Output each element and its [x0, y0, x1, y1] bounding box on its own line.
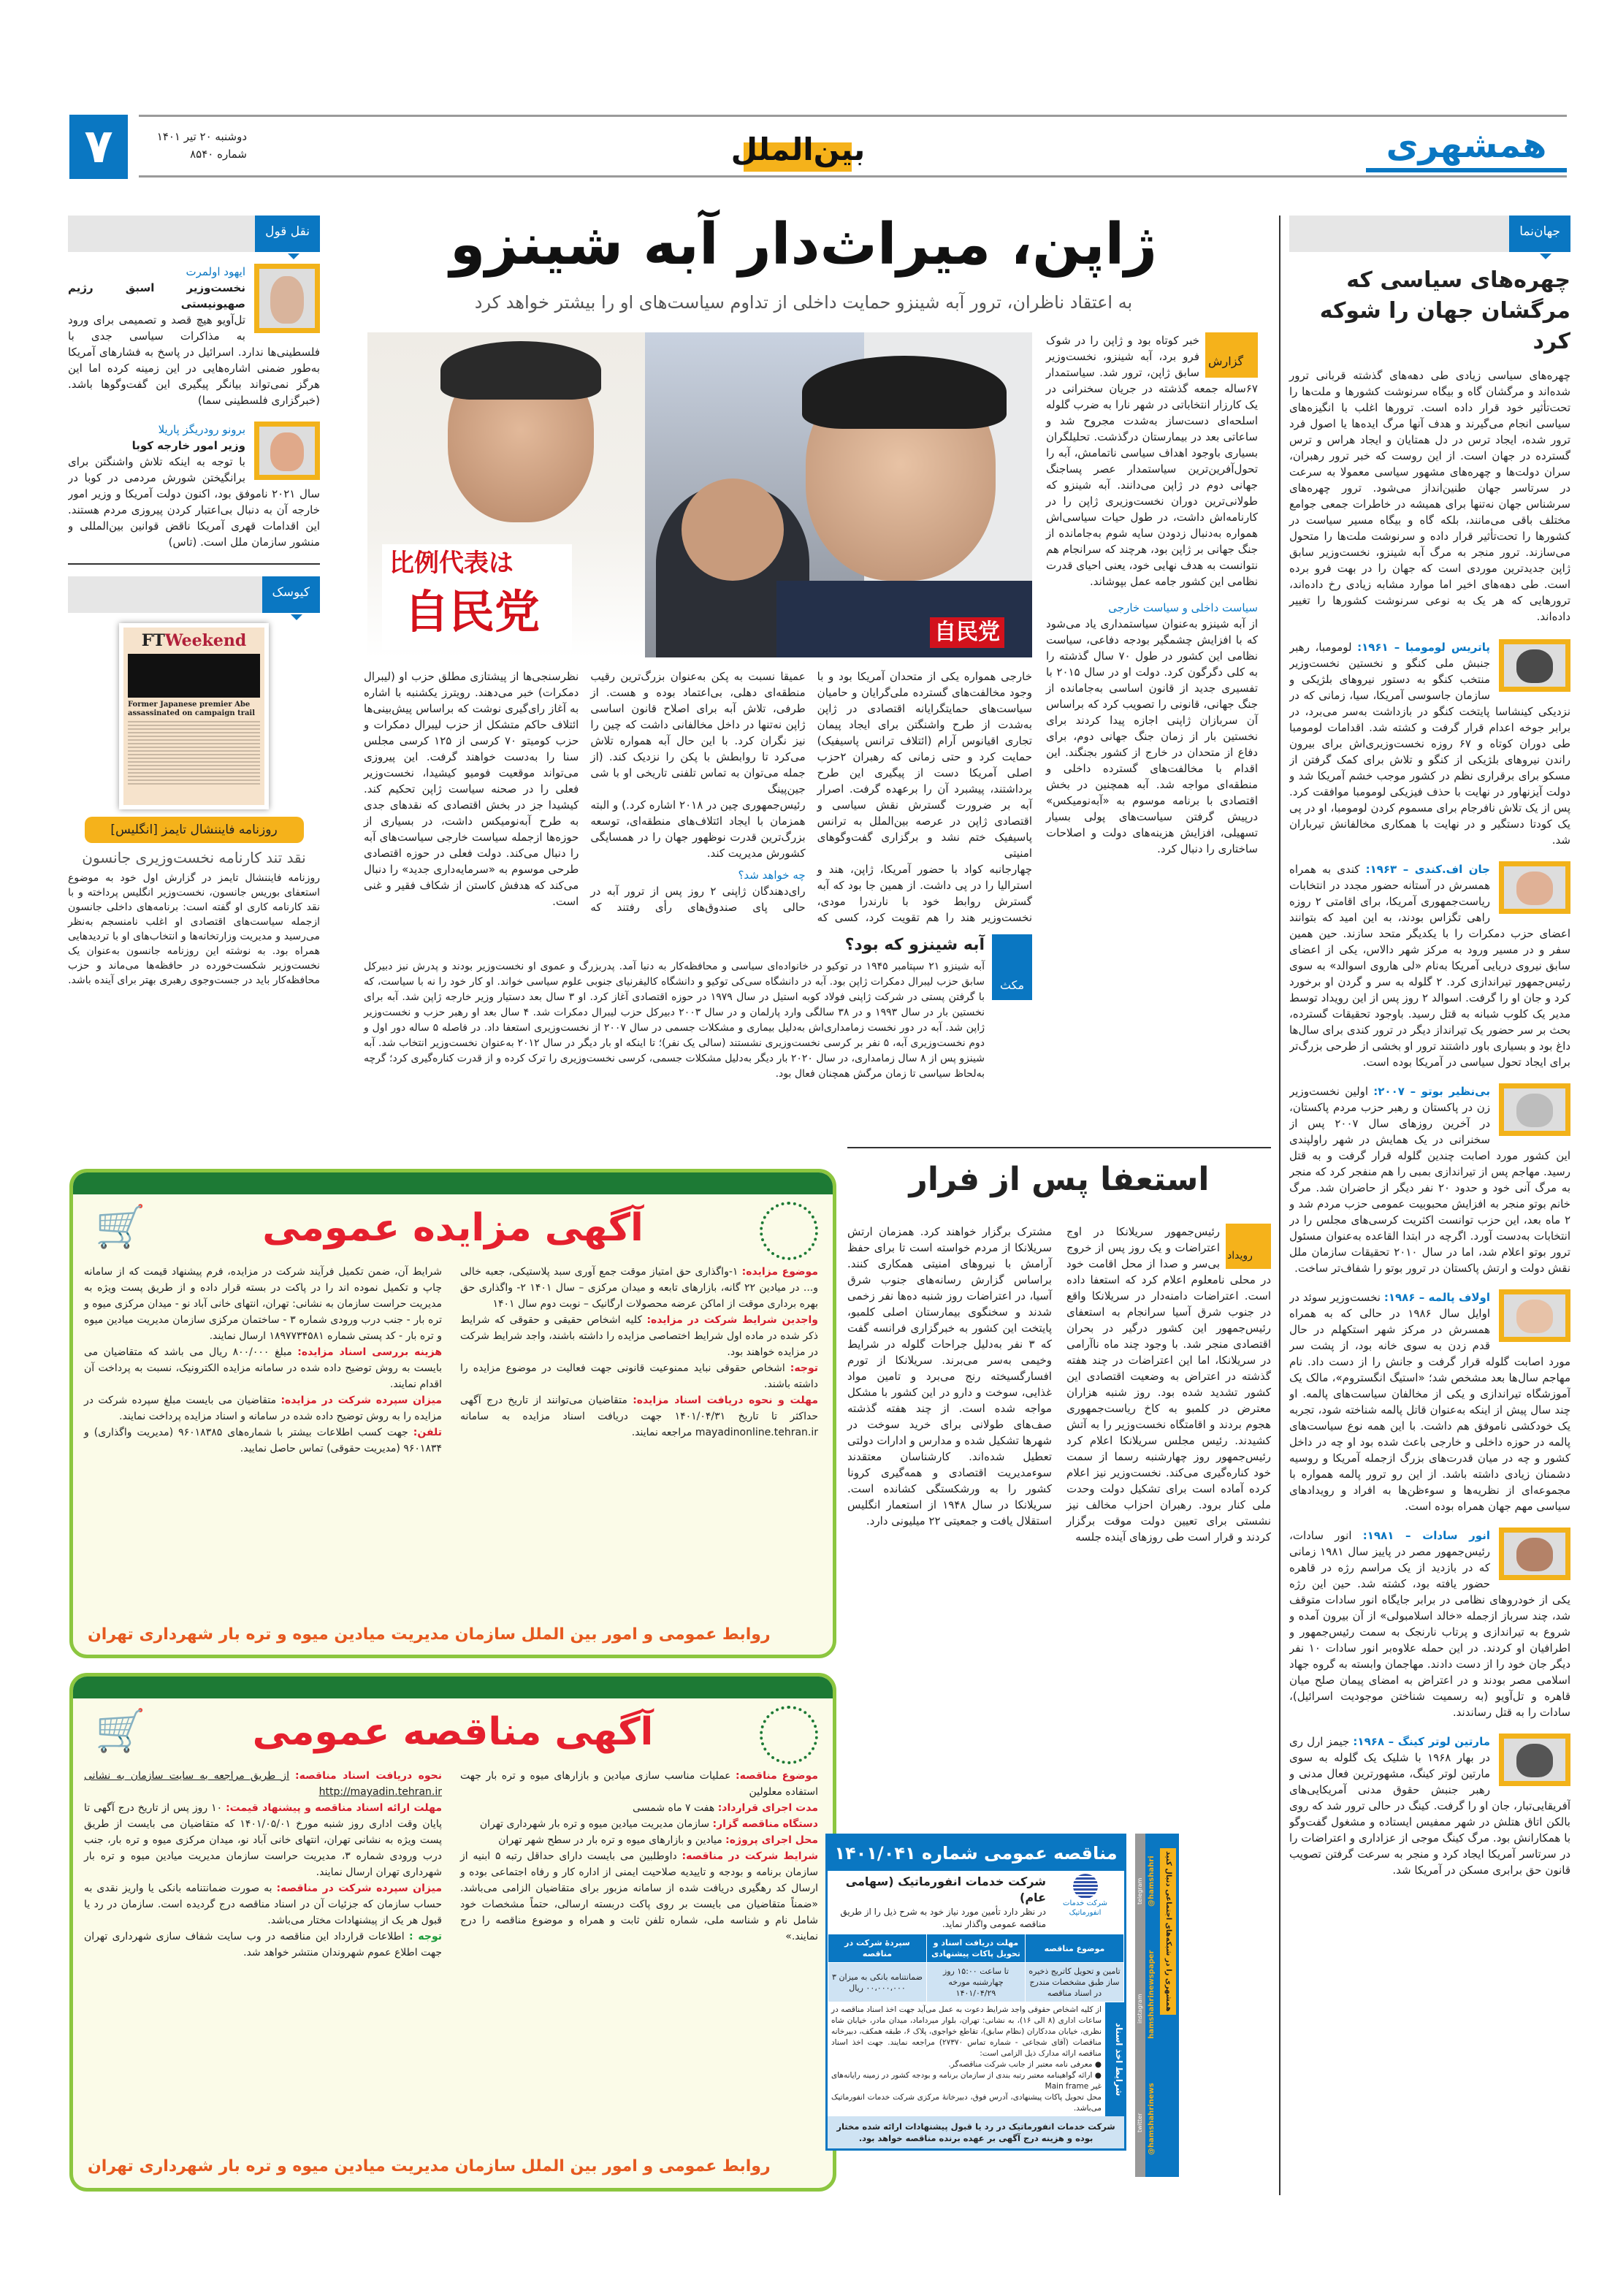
auction-right-col: [460, 1264, 818, 1441]
lumumba-photo: [1499, 639, 1570, 692]
person-king: [1289, 1734, 1570, 1878]
field-label: دستگاه مناقصه گزار:: [712, 1818, 818, 1830]
king-photo: [1499, 1734, 1570, 1786]
field-label: میزان سپرده شرکت در مزایده:: [280, 1395, 442, 1406]
tender-table: [828, 1934, 1124, 2002]
policy-text: از آبه شینزو به‌عنوان سیاستمداری یاد می‌شود که با افزایش چشمگیر بودجه دفاعی، سیاست نظامی این کشور در طول ۷۰ سال گذشته را به کلی دگرگون کرد. دولت او در سال ۲۰۱۵ با تفسیری جدید از قانون اساسی به‌جامانده از جنگ جهانی، قانونی را تصویب کرد که براساس آن سربازان ژاپنی اجازه پیدا کردند برای نخستین بار از زمان جنگ جهانی دوم، برای دفاع از متحدان در خارج از کشور بجنگند. این اقدام با مخالفت‌های گسترده داخلی و منطقه‌ای مواجه شد. آبه همچنین در بخش اقتصادی با برنامه موسوم به «آبه‌نومیکس» درپیش گرفتن سیاست‌های پولی بسیار تسهیلی، افزایش هزینه‌های دولت و اصلاحات ساختاری را دنبال کرد.: [1046, 617, 1259, 855]
field-text: شرایط آن، ضمن تکمیل فرآیند شرکت در مزایده، فرم پیشنهاد قیمت که از سامانه چاپ و تکمیل نموده اند را در پاکت در بسته قرار داده و از طریق پست ویژه به مدیریت حراست سازمان به نشانی: تهران، انتهای خانی آباد نو - میدان مرکزی میوه و تره بار - جنب درب ورودی شماره ۳ - ساختمان مرکزی سازمان مدیریت میادین میوه و تره بار - کد پستی شماره ۱۸۹۷۷۳۴۵۸۱ ارسال نمایند.: [84, 1266, 443, 1342]
field-label: موضوع مناقصه:: [736, 1770, 818, 1782]
poster-text-red: 比例代表は: [389, 549, 514, 578]
table-cell: ضمانتنامه بانکی به میزان ۳۰۰،۰۰۰،۰۰۰ ریال: [828, 1963, 927, 2002]
issue-info: [137, 128, 247, 163]
left-column: [68, 216, 320, 988]
quotes-header: [68, 216, 320, 252]
bullet-text: ارائه گواهینامه معتبر رتبه بندی از سازمان برنامه و بودجه کشور در زمینه رایانه‌های غیر Main frame: [831, 2071, 1102, 2091]
subhead-policy: سیاست داخلی و سیاست خارجی: [1108, 601, 1258, 614]
divider: [68, 563, 320, 565]
who-was-abe-box: [364, 934, 1032, 1082]
field-label: محل اجرای پروژه:: [725, 1834, 818, 1846]
article-column-c-text: رئیس‌جمهوری چین در ۲۰۱۸ اشاره کرد.) و البته همزمان با ایجاد ائتلاف‌های منطقه‌ای، توسعه بزرگ‌ترین قدرت نوظهور جهان را در همسایگی کشورش مدیریت کند.: [590, 798, 806, 860]
srilanka-col-right: [1066, 1224, 1271, 1545]
social-labels: [1136, 1834, 1145, 2177]
municipality-logo: [760, 1706, 818, 1764]
srilanka-text-left: مشترک برگزار خواهند کرد. همزمان ارتش سریلانکا از مردم خواسته است تا برای حفظ آرامش با نیروهای امنیتی همکاری کنند. براساس گزارش رسانه‌های جنوب شرق آسیا، در اعتراضات روز شنبه ده‌ها نفر زخمی شدند و سخنگوی بیمارستان اصلی کلمبو، پایتخت این کشور به خبرگزاری فرانسه گفت که ۳ نفر به‌دلیل جراحات گلوله در شرایط وخیمی به‌سر می‌برند. سریلانکا از تورم افسارگسیخته رنج می‌برد و تامین مواد غذایی، سوخت و دارو در این کشور با مشکل مواجه شده است. از چند هفته گذشته صف‌های طولانی برای خرید سوخت در شهرها تشکیل شده و مدارس و ادارات دولتی تعطیل شده‌اند. کارشناسان معتقدند سوءمدیریت اقتصادی و همه‌گیری کرونا کشور را به ورشکستگی کشانده است. سریلانکا در سال ۱۹۴۸ از استعمار انگلیس استقلال یافت و جمعیتی ۲۲ میلیونی دارد.: [847, 1225, 1052, 1528]
field-text: اطلاعات قرارداد این مناقصه در وب سایت شفاف سازی شهرداری تهران جهت اطلاع عموم شهروندان منتشر خواهد شد.: [84, 1931, 442, 1959]
field-label: تلفن:: [413, 1427, 443, 1438]
field-text: هفت ۷ ماه شمسی: [633, 1802, 715, 1814]
person-name: بی‌نظیر بوتو – ۲۰۰۷:: [1373, 1085, 1490, 1098]
header-rule-bottom: [139, 175, 1567, 178]
field-label: مهلت ارائه اسناد مناقصه و پیشنهاد قیمت:: [226, 1802, 442, 1814]
report-tag: گزارش: [1205, 332, 1258, 378]
field-label: واجدین شرایط شرکت در مزایده:: [646, 1314, 818, 1326]
bullet-item: ● ارائه گواهینامه معتبر رتبه بندی از سازمان برنامه و بودجه کشور در زمینه رایانه‌های غیر Main frame: [831, 2071, 1102, 2091]
divider: [847, 1147, 1271, 1148]
person-sadat: [1289, 1528, 1570, 1720]
ft-masthead-weekend: Weekend: [164, 631, 247, 650]
report-column: [1046, 332, 1258, 857]
tender-right-col: [460, 1768, 818, 1945]
telegram-handle[interactable]: @hamshahri: [1148, 1856, 1156, 1907]
subhead-future: چه خواهد شد؟: [738, 869, 806, 882]
column-divider: [1279, 216, 1280, 2195]
person-kennedy: [1289, 861, 1570, 1070]
newspaper-logo[interactable]: همشهری: [1366, 124, 1567, 172]
field-text: متقاضیان می‌توانند از تاریخ درج آگهی حداکثر تا تاریخ ۱۴۰۱/۰۴/۳۱ جهت دریافت اسناد مزایده به سامانه mayadinonline.tehran.ir مراجعه نمایند.: [460, 1395, 818, 1438]
bhutto-photo: [1499, 1083, 1570, 1136]
ft-masthead: FT: [141, 631, 165, 650]
person-text: لومومبا، رهبر جنبش ملی کنگو و نخستین نخست‌وزیر منتخب کنگو به دستور نیروهای بلژیکی و سازمان جاسوسی آمریکا، سیا، زمانی که در نزدیکی کینشاسا پایتخت کنگو در بازداشت به‌سر می‌برد، در برابر جوخه اعدام قرار گرفت و کشته شد. اقدامات لومومبا طی دوران کوتاه و ۶۷ روزه نخست‌وزیری‌اش برای بیرون راندن نیروهای بلژیکی از کنگو و تلاش برای کمک گرفتن از مسکو برای برقراری نظم در کشور موجب خشم آمریکا شد و دولت آیزنهاور در نهایت با حذف فیزیکی لومومبا موافقت کرد. پس از یک تلاش نافرجام برای مسموم کردن لومومبا، او در پی یک کودتا دستگیر و در نهایت با همکاری مخالفانش تیرباران شد.: [1289, 641, 1570, 847]
field-text: به صورت ضمانتنامه بانکی یا واریز نقدی به حساب سازمان که جزئیات آن در اسناد مناقصه درج گردیده است. سازمان در رد یا قبول هر یک از پیشنهادات مختار می‌باشد.: [84, 1883, 442, 1926]
palme-photo: [1499, 1289, 1570, 1342]
field-text: ۱-واگذاری حق امتیاز موقت جمع آوری سبد پلاستیکی، جعبه خالی و... در میادین ۲۲ گانه، بازارهای تابعه و میدان مرکزی – سال ۱۴۰۱ ۲- واگذاری حق بهره برداری موقت از اماکن عرضه محصولات ارگانیک – نوبت دوم سال ۱۴۰۱: [460, 1266, 819, 1310]
table-header: سپردهٔ شرکت در مناقصه: [828, 1934, 927, 1963]
field-label: مهلت و نحوه دریافت اسناد مزایده:: [633, 1395, 818, 1406]
kiosk-tag: کیوسک: [262, 576, 320, 613]
bullet-text: معرفی نامه معتبر از جانب شرکت مناقصه‌گر.: [948, 2060, 1093, 2069]
auction-ad: [69, 1169, 836, 1658]
person-text: اولین نخست‌وزیر زن در پاکستان و رهبر حزب مردم پاکستان، در آخرین روزهای سال ۲۰۰۷ پس از سخنرانی در یک همایش در شهر راولپندی این کشور مورد اصابت چندین گلوله قرار گرفت و به قتل رسید. مهاجم پس از تیراندازی بمبی را هم منفجر کرد که منجر به مرگ آنی خود و حدود ۲۰ نفر دیگر از حاضران شد. مرگ خانم بوتو منجر به افزایش محبوبیت عمومی حزب مردم شد و ۲ ماه بعد، این حزب توانست اکثریت کرسی‌های مجلس را در انتخابات به‌دست آورد. اگرچه در ابتدا القاعده به‌عنوان مسئول ترور بوتو اعلام شد، اما در سال ۲۰۱۰ تحقیقات سازمان ملل نقش دولت و ارتش پاکستان در ترور بوتو را شفاف‌تر ساخت.: [1289, 1085, 1570, 1275]
auction-footer: روابط عمومی و امور بین الملل سازمان مدیریت میادین میوه و تره بار شهرداری تهران: [88, 1625, 771, 1644]
right-column: [1289, 216, 1570, 1891]
tender-footer: روابط عمومی و امور بین الملل سازمان مدیریت میادین میوه و تره بار شهرداری تهران: [88, 2157, 771, 2175]
field-text: کلیه اشخاص حقیقی و حقوقی که شرایط ذکر شده در ماده اول شرایط اختصاصی مزایده را داشته باشند، واجد شرایط شرکت در مزایده خواهند بود.: [460, 1314, 818, 1358]
quote-parrilla: [68, 422, 320, 550]
person-lumumba: [1289, 639, 1570, 848]
ft-headline: Former Japanese premier Abe assassinated on campaign trail: [128, 701, 256, 717]
srilanka-text-right: رئیس‌جمهور سریلانکا در اوج اعتراضات و یک روز پس از خروج بی‌سر و صدا از محل اقامت خود در محلی نامعلوم اعلام کرد که استعفا داده است. اعتراضات دامنه‌دار در سریلانکا واقع در جنوب شرق آسیا سرانجام به استعفای رئیس‌جمهور این کشور درگیر در بحران اقتصادی منجر شد. با وجود چند ماه ناآرامی در سریلانکا، اما این اعتراضات در چند هفته گذشته در اعتراض به وضعیت اقتصادی این کشور تشدید شده بود. روز شنبه هزاران معترض در کلمبو به کاخ ریاست‌جمهوری هجوم بردند و اقامتگاه نخست‌وزیر را به آتش کشیدند. رئیس مجلس سریلانکا اعلام کرد رئیس‌جمهور روز چهارشنبه رسما از سمت خود کناره‌گیری می‌کند. نخست‌وزیر نیز اعلام کرده آماده است برای تشکیل دولت وحدت ملی کنار برود. رهبران احزاب مخالف نیز نشستی برای تعیین دولت موقت برگزار کردند و قرار است طی روزهای آینده جلسه: [1066, 1225, 1271, 1544]
telegram-label: telegram: [1137, 1878, 1143, 1905]
table-header: مهلت دریافت اسناد و تحویل پاکات پیشنهادی: [927, 1934, 1026, 1963]
quote-name: ایهود اولمرت: [186, 265, 245, 278]
logo-text: شرکت خدمات انفورماتیک: [1063, 1899, 1107, 1917]
abe-photo: [367, 332, 1032, 657]
municipality-logo: [760, 1202, 818, 1260]
person-text: انور سادات، رئیس‌جمهور مصر در پاییز سال ۱۹۸۱ زمانی که در بازدید از یک مراسم رژه در قاهره حضور یافته بود، کشته شد. حین این رژه یکی از خودروهای نظامی در برابر جایگاه انور سادات متوقف شد، چند سرباز ازجمله «خالد اسلامبولی» از آن بیرون آمده و شروع به تیراندازی و پرتاب نارنجک به سمت رئیس‌جمهور و اطرافیان او کردند. در این حمله علاوه‌بر انور سادات ۱۰ نفر دیگر جان خود را از دست دادند. مهاجمان وابسته به گروه جهاد اسلامی مصر بودند و در اعتراض به امضای پیمان صلح میان قاهره و تل‌آویو (به رسمیت شناختن موجودیت اسرائیل)، سادات را به قتل رساندند.: [1289, 1529, 1570, 1719]
twitter-label: twitter: [1137, 2113, 1143, 2132]
report-lead: خبر کوتاه بود و ژاپن را در شوک فرو برد، آبه شینزو، نخست‌وزیر سابق ژاپن، ترور شد. سیاستمدار ۶۷ساله جمعه گذشته در جریان سخنرانی در یک کارزار انتخاباتی در شهر نارا به ضرب گلوله اسلحه‌ای دست‌ساز به‌شدت مجروح شد و ساعاتی بعد در بیمارستان درگذشت. تحلیلگران بسیاری باوجود اهداف سیاسی ناتمامش، آبه را تحول‌آفرین‌ترین سیاستمدار عصر پساجنگ جهانی دوم در ژاپن می‌دانند. آبه شینزو که طولانی‌ترین دوران نخست‌وزیری ژاپن را در کارنامه‌اش داشت، در طول حیات سیاسی‌اش همواره به‌دنبال زدودن سایه شوم به‌جامانده از جنگ جهانی بر ژاپن بود، هرچند که سرانجام هم نتوانست به هدف نهایی خود، یعنی احیای قدرت نظامی این کشور جامه عمل بپوشاند.: [1046, 334, 1258, 588]
social-strip: [1135, 1834, 1179, 2177]
field-label: مدت اجرای قرارداد:: [717, 1802, 818, 1814]
quote-text: با توجه به اینکه تلاش واشنگتن برای برانگیختن شورش مردمی در کوبا در سال ۲۰۲۱ ناموفق بود، اکنون دولت آمریکا و وزیر امور خارجه آن به دنبال بی‌اعتبار کردن پیروزی مردم هستند. این اقدامات قهری آمریکا ناقض قوانین بین‌المللی و منشور سازمان ملل است. (تاس): [68, 455, 320, 549]
quote-name: برونو رودریگز پاریلا: [158, 423, 245, 436]
kiosk-header: [68, 576, 320, 613]
field-label: شرایط شرکت در مناقصه:: [682, 1850, 818, 1862]
cart-icon: 🛒: [95, 1707, 146, 1755]
field-label: موضوع مزایده:: [741, 1266, 818, 1278]
field-text: جهت کسب اطلاعات بیشتر با شماره‌های ۹۶۰۱۸۳۸۵ (مدیریت واگذاری) و ۹۶۰۱۸۳۴ (مدیریت حقوقی) تماس حاصل نمایید.: [84, 1427, 442, 1454]
bullet-item: ● معرفی نامه معتبر از جانب شرکت مناقصه‌گر.: [948, 2060, 1102, 2069]
field-text: مبلغ ۸۰۰/۰۰۰ ریال می باشد که متقاضیان می بایست به روش توضیح داده شده در سامانه مزایده الکترونیک، نسبت به پرداخت آن اقدام نمایند.: [84, 1346, 442, 1390]
informatics-logo: [1050, 1874, 1120, 1931]
poster-text-red-2: 自民党: [404, 585, 541, 638]
auction-title: آگهی مزایده عمومی: [262, 1206, 644, 1250]
field-label: توجه:: [790, 1362, 819, 1374]
ft-front-page: [119, 623, 269, 809]
article-below-photo: [364, 668, 1032, 1082]
ft-label: روزنامه فایننشال تایمز [انگلیس]: [85, 817, 304, 843]
person-name: مارتین لوتر کینگ – ۱۹۶۸:: [1353, 1735, 1490, 1748]
kennedy-photo: [1499, 861, 1570, 914]
field-text: متقاضیان می بایست مبلغ سپرده شرکت در مزایده را به روش توضیح داده شده در سامانه و اسناد مزایده پرداخت نمایند.: [84, 1395, 442, 1422]
jahannama-tag: جهان‌نما: [1509, 216, 1570, 252]
table-cell: تا ساعت ۱۵:۰۰ روز چهارشنبه مورخه ۱۴۰۱/۰۴/۲۹: [927, 1963, 1026, 2002]
table-cell: تامین و تحویل کاتریج ذخیره ساز طبق مشخصات مندرج در اسناد مناقصه: [1026, 1963, 1124, 2002]
person-name: پاتریس لومومبا – ۱۹۶۱:: [1357, 641, 1490, 654]
page-number: ۷: [69, 115, 128, 179]
box-tag: مکث: [992, 934, 1032, 1000]
informatics-footer: شرکت خدمات انفورماتیک در رد یا قبول پیشنهادات ارائه شده مختار بوده و هزینه درج آگهی بر عهده برنده مناقصه خواهد بود.: [828, 2116, 1124, 2148]
article-column-b: چهارجانبه کواد با حضور آمریکا، ژاپن، هند و استرالیا را در پی داشت. از همین جا بود که آبه گسترش روابط خود با نارندرا مودی، نخست‌وزیر هند را هم تقویت کرد، کسی که عمیقا نسبت به پکن به‌عنوان بزرگ‌ترین رقیب منطقه‌ای دهلی، بی‌اعتماد بوده و هست. از طرفی، تلاش آبه برای اصلاح قانون اساسی ژاپن نه‌تنها در داخل مخالفانی داشت که چین را نیز نگران کرد. با این حال آبه همواره تلاش می‌کرد تا روابطش با پکن را نزدیک کند. (از جمله می‌توان به تماس تلفنی تاریخی او با شی جین‌پینگ: [590, 670, 1032, 924]
person-name: اولاف پالمه – ۱۹۸۶:: [1383, 1291, 1491, 1304]
quotes-tag: نقل قول: [255, 216, 320, 252]
quote-role: وزیر امور خارجه کوبا: [131, 439, 245, 452]
olmert-photo: [254, 264, 320, 333]
twitter-handle[interactable]: @hamshahrinews: [1148, 2083, 1156, 2155]
person-name: جان اف.کندی – ۱۹۶۳:: [1365, 863, 1490, 876]
quote-role: نخست‌وزیر اسبق رژیم صهیونیستی: [68, 281, 245, 310]
informatics-intro: در نظر دارد تأمین مورد نیاز خود به شرح ذیل را از طریق مناقصه عمومی واگذار نماید.: [840, 1907, 1046, 1929]
quote-olmert: [68, 264, 320, 408]
jahannama-intro: چهره‌های سیاسی زیادی طی دهه‌های گذشته قربانی ترور شده‌اند و مرگشان گاه و بیگاه سرنوشت کشورها و ملت‌ها را تحت‌تأثیر خود قرار داده است. ترورها اغلب با انگیزه‌های سیاسی انجام می‌گیرند و هدف آنها مرگ ایده‌ها یا اصول فرد ترور شده، ایجاد ترس در دل همتایان و ایجاد هراس و ترس گسترده در جهان است. از این روست که خبر ترور رهبران، سران دولت‌ها و چهره‌های مشهور سیاسی معمولا به سرعت در سرتاسر جهان طنین‌انداز می‌شود. ترور چهره‌های سرشناس جهان نه‌تنها برای همیشه در خاطرات جمعی جوامع مختلف باقی می‌مانند، بلکه گاه و بیگاه مسیر سیاست در کشورها را تحت‌تأثیر قرار داده و سرنوشت ملت‌ها را متحول می‌سازند. ترور منجر به مرگ آبه شینزو، نخست‌وزیر سابق ژاپن جدیدترین موردی است که جهان را در بهت فرو برده است. طی دهه‌های اخیر اما موارد مشابه زیادی رخ داده‌اند، ترورهایی که هر یک به نوعی سرنوشت کشورها را تغییر داده‌اند.: [1289, 369, 1570, 623]
field-label: هزینه بررسی اسناد مزایده:: [297, 1346, 443, 1358]
field-label: میزان سپرده شرکت در مناقصه:: [276, 1883, 442, 1894]
field-text: میادین و بازارهای میوه و تره بار در سطح شهر تهران: [498, 1834, 722, 1846]
delivery-text: محل تحویل پاکات پیشنهادی، آدرس فوق، دبیرخانهٔ مرکزی شرکت خدمات انفورماتیک می‌باشد.: [831, 2093, 1102, 2113]
globe-icon: [1073, 1874, 1098, 1899]
tender-ad: [69, 1673, 836, 2192]
person-bhutto: [1289, 1083, 1570, 1276]
person-text: نخست‌وزیر سوئد در اوایل سال ۱۹۸۶ در حالی که به همراه همسرش در مرکز شهر استکهلم در حال قدم زدن به سوی خانه بود، از پشت سر مورد اصابت گلوله قرار گرفت و جانش را از دست داد. نام مهاجم سال‌ها بعد مشخص شد؛ «استیگ انگستروم»، مالک یک آموزشگاه تیراندازی و یکی از مخالفان سیاست‌های پالمه. او چند سال پیش از اینکه به‌عنوان قاتل پالمه شناخته شود، تجربه یک خودکشی ناموفق هم داشت. با این همه نوع سیاست‌های پالمه در حوزه داخلی و خارجی باعث شده بود او چه در داخل کشور و چه در میان قدرت‌های بزرگ ازجمله آمریکا و روسیه دشمنان زیادی داشته باشد. از این رو ترور پالمه همواره با مجموعه‌ای از نظریه‌ها و سوءظن‌ها به افراد و رویدادهای سیاسی مهم جهان همراه بوده است.: [1289, 1291, 1570, 1513]
conditions-label: شرایط اخذ اسناد: [1105, 2002, 1124, 2116]
person-name: انور سادات – ۱۹۸۱:: [1362, 1529, 1490, 1542]
main-subtitle: به اعتقاد ناظران، ترور آبه شینزو حمایت داخلی از تداوم سیاست‌های او را بیشتر خواهد کرد: [474, 292, 1133, 313]
table-header: موضوع مناقصه: [1026, 1934, 1124, 1963]
field-text: سازمان مدیریت میادین میوه و تره بار شهرداری تهران: [479, 1818, 710, 1830]
tender-left-col: [84, 1768, 442, 1961]
social-follow: همشهری را در شبکه‌های اجتماعی دنبال کنید: [1160, 1848, 1176, 2015]
article-column-a: خارجی همواره یکی از متحدان آمریکا بود و با وجود مخالفت‌های گسترده ملی‌گرایان و حامیان سیاست‌های حمایتگرایانه اقتصادی در ژاپن به‌شدت از طرح واشنگتن برای ایجاد پیمان تجاری اقیانوس آرام (ائتلاف ترانس پاسیفیک) حمایت کرد و حتی زمانی که رهبران ۲حزب اصلی آمریکا دست از پیگیری این طرح برداشتند، پیشبرد آن را برعهده گرفت. اصرار آبه بر ضرورت گسترش نقش سیاسی و اقتصادی ژاپن در عرصه بین‌الملل به ترانس پاسیفیک ختم نشد و برگزاری گفت‌وگوهای امنیتی: [817, 670, 1032, 860]
article-columns: [364, 668, 1032, 926]
box-title: آبه شینزو که بود؟: [844, 936, 985, 954]
conditions-text: از کلیه اشخاص حقوقی واجد شرایط دعوت به عمل می‌آید جهت اخذ اسناد مناقصه در ساعات اداری (۸ الی ۱۶)، به نشانی: تهران، بلوار میرداماد، میدان مادر، خیابان شاه نظری، خیابان مددکاران (نظام سابق)، تقاطع خواجوی، پلاک ۶، طبقه همکف، دبیرخانه مناقصات (آقای شجاعی - شماره تماس ۲۷۳۷۰) مراجعه نمایند. جهت اخذ اسناد مناقصه ارائه مدارک ذیل الزامی است:: [831, 2005, 1102, 2058]
jahannama-headline: چهره‌های سیاسی که مرگشان جهان را شوکه کرد: [1319, 267, 1570, 354]
sadat-photo: [1499, 1528, 1570, 1580]
parrilla-photo: [254, 422, 320, 480]
cart-icon: 🛒: [95, 1203, 146, 1251]
event-tag: رویداد: [1226, 1224, 1271, 1269]
table-row: [828, 1963, 1124, 2002]
instagram-label: instagram: [1137, 1994, 1143, 2024]
kiosk-title: نقد تند کارنامه نخست‌وزیری جانسون: [82, 849, 306, 866]
box-text: آبه شینزو ۲۱ سپتامبر ۱۹۴۵ در توکیو در خانواده‌ای سیاسی و محافظه‌کار به دنیا آمد. پدربزرگ و عموی او نخست‌وزیر بودند و پدرش نیز دبیرکل سابق حزب لیبرال دمکرات ژاپن بود. آبه در دانشگاه سی‌کی توکیو و دانشگاه کالیفرنیای جنوبی علوم سیاسی خواند. او کار خود را نه با سیاست، که با گرفتن پستی در شرکت ژاپنی فولاد کوبه استیل در سال ۱۹۷۹ در حوزه اقتصادی آغاز کرد. او ۳ سال بعد دستیار وزیر خارجه ژاپن شد. آبه برای نخستین بار در سال ۱۹۹۳ و در ۳۸ سالگی وارد پارلمان و در سال ۲۰۰۳ دبیرکل حزب لیبرال دمکرات شد. ۴ سال بعد او رهبر حزب و نخست‌وزیر ژاپن شد. آبه در دور نخست زمامداری‌اش به‌دلیل بیماری و مشکلات جسمی در سال ۲۰۰۷ از نخست‌وزیری استعفا داد. در فاصله ۵ ساله دور اول و دوم نخست‌وزیری آبه، ۵ نفر بر کرسی نخست‌وزیری نشستند (سالی یک نفر)؛ تا اینکه او بار دیگر در سال ۲۰۱۲ به‌عنوان نخست‌وزیر انتخاب شد. آبه شینزو پس از ۸ سال زمامداری، در سال ۲۰۲۰ بار دیگر به‌دلیل مشکلات جسمی، کرسی نخست‌وزیری را ترک کرده و از قدرت کناره‌گیری کرد؛ گرچه به‌لحاظ سیاسی تا زمان مرگش همچنان فعال بود.: [364, 961, 985, 1080]
person-text: جیمز ارل ری در بهار ۱۹۶۸ با شلیک یک گلوله به سوی مارتین لوتر کینگ، مشهورترین فعال مدنی و رهبر جنبش حقوق مدنی آمریکایی‌های آفریقایی‌تبار، جان او را گرفت. کینگ در حالی ترور شد که روی بالکن اتاق هتلش در شهر ممفیس ایستاده و مشغول گفت‌وگو با همکارانش بود. مرگ کینگ موجی از عزاداری و اعتراضات را در سرتاسر آمریکا ایجاد کرد و منجر به سرعت گرفتن تصویب قانون حق برابری مسکن در آمریکا شد.: [1289, 1735, 1570, 1877]
jahannama-header: [1289, 216, 1570, 252]
section-title: بین‌الملل: [730, 131, 866, 167]
field-text: عملیات مناسب سازی میادین و بازارهای میوه و تره بار جهت استفاده معلولین: [460, 1770, 818, 1798]
quote-text: تل‌آویو هیچ قصد و تصمیمی برای ورود به مذاکرات سیاسی جدی با فلسطینی‌ها ندارد. اسرائیل در پاسخ به فشارهای آمریکا به‌طور ضمنی اشاره‌هایی در این زمینه کرده اما این هرگز نمی‌تواند بیانگر پیگیری این گفت‌وگوها باشد. (خبرگزاری فلسطینی سما): [68, 313, 320, 407]
srilanka-headline: استعفا پس از فرار: [909, 1161, 1210, 1198]
person-text: کندی به همراه همسرش در آستانه حضور مجدد در انتخابات ریاست‌جمهوری آمریکا، برای اقامتی ۲ روزه راهی تگزاس بودند، به این امید که بتوانند اعضای حزب دمکرات را با یکدیگر متحد سازند. حین همین سفر و در مسیر ورود به مرکز شهر دالاس، یکی از اعضای سابق نیروی دریایی آمریکا به‌نام «لی هاروی اسوالد» به سوی رئیس‌جمهور تیراندازی کرد. ۲ گلوله به سر و گردن او برخورد کرد و جان او را گرفت. اسوالد ۲ روز پس از این رویداد توسط مدیر یک کلوب شبانه به قتل رسید. باوجود تحقیقات گسترده، بحث بر سر حضور یک تیرانداز دیگر در ترور کندی برای سال‌ها داغ بود و بسیاری باور داشتند ترور او بخشی از طرحی بزرگ‌تر برای ایجاد تحول سیاسی در آمریکا بوده است.: [1289, 863, 1570, 1069]
instagram-handle[interactable]: hamshahrinewspaper: [1148, 1950, 1156, 2040]
poster-logo-right: 自民党: [930, 617, 1004, 648]
field-text: داوطلبین می بایست دارای حداقل رتبه ۵ ابنیه از سازمان برنامه و بودجه و تاییدیه صلاحیت ایمنی از اداره کار و رفاه اجتماعی بوده و ارسال کد رهگیری دریافت شده از سامانه مزبور برای متقاضیان الزامی می‌باشد. «ضمناً متقاضیان می بایست بر روی پاکت دربسته ارسالی، حتماً مشخصات خود شامل نام و شناسه ملی، شماره تلفن ثابت و همراه و موضوع مناقصه را درج نمایند.»: [460, 1850, 818, 1942]
tender-title: آگهی مناقصه عمومی: [252, 1710, 654, 1754]
company-name: شرکت خدمات انفورماتیک (سهامی عام): [845, 1874, 1046, 1904]
main-headline: ژاپن، میراث‌دار آبه شینزو: [449, 212, 1158, 278]
informatics-title: مناقصه عمومی شماره ۱۴۰۱/۰۴۱: [828, 1836, 1124, 1871]
tender-website-link[interactable]: از طریق مراجعه به سایت سازمان به نشانی http://mayadin.tehran.ir: [84, 1770, 442, 1798]
future-text: رای‌دهندگان ژاپنی ۲ روز پس از ترور آبه در حالی پای صندوق‌های رأی رفتند که نظرسنجی‌ها از پیشتازی مطلق حزب او (لیبرال دمکرات) خبر می‌دهند. رویترز یکشنبه با اشاره به آغاز رای‌گیری نوشت که براساس پیش‌بینی‌ها ائتلاف حاکم متشکل از حزب لیبرال دمکرات و حزب کومیتو ۷۰ کرسی از ۱۲۵ کرسی مجلس سنا را به‌دست خواهند گرفت. این پیروزی می‌تواند موقعیت فومیو کیشیدا، نخست‌وزیر فعلی را در صحنه سیاست ژاپن تحکیم کند. کیشیدا جز در بخش اقتصادی که نقدهای جدی به طرح آبه‌نومیکس داشت، در بسیاری از حوزه‌ها ازجمله سیاست خارجی سیاست‌های آبه را دنبال می‌کند. دولت فعلی در حوزه اقتصادی طرحی موسوم به «سرمایه‌داری جدید» را دنبال می‌کند که هدفش کاستن از شکاف فقیر و غنی است.: [364, 670, 806, 914]
field-text: ۱۰ روز پس از تاریخ درج آگهی تا پایان وقت اداری روز شنبه مورخ ۱۴۰۱/۰۵/۰۱ که متقاضیان می بایست از طریق پست ویژه به نشانی تهران، انتهای خانی آباد نو، میدان مرکزی میوه و تره بار، جنب درب ورودی شماره ۳، مدیریت حراست سازمان مدیریت میادین میوه و تره بار شهرداری تهران ارسال نمایند.: [84, 1802, 442, 1878]
field-label: توجه :: [409, 1931, 442, 1942]
kiosk-text: روزنامه فایننشال تایمز در گزارش اول خود به موضوع استعفای بوریس جانسون، نخست‌وزیر انگلیس پرداخته و با نقد کارنامه کاری او گفته است: برنامه‌های داخلی جانسون ازجمله سیاست‌های اقتصادی او اغلب نامنسجم به‌نظر می‌رسید و مدیریت وزارتخانه‌ها و انتخاب‌های او با تردیدهایی همراه بود. به نوشته این روزنامه جانسون به‌عنوان یک نخست‌وزیر شکست‌خورده در حافظه‌ها می‌ماند و حزب محافظه‌کار باید در جست‌وجوی رهبری بهتر برای آینده باشد.: [68, 872, 320, 986]
field-text: اشخاص حقوقی نباید ممنوعیت قانونی جهت فعالیت در موضوع مزایده را داشته باشند.: [460, 1362, 818, 1390]
header-rule-top: [139, 115, 1567, 117]
issue-number: شماره ۸۵۴۰: [190, 148, 247, 161]
person-palme: [1289, 1289, 1570, 1514]
social-handles: [1147, 1834, 1157, 2177]
field-label: نحوه دریافت اسناد مناقصه:: [295, 1770, 443, 1782]
auction-left-col: [84, 1264, 442, 1457]
informatics-ad: [825, 1834, 1126, 2151]
issue-date: دوشنبه ۲۰ تیر ۱۴۰۱: [156, 130, 247, 143]
